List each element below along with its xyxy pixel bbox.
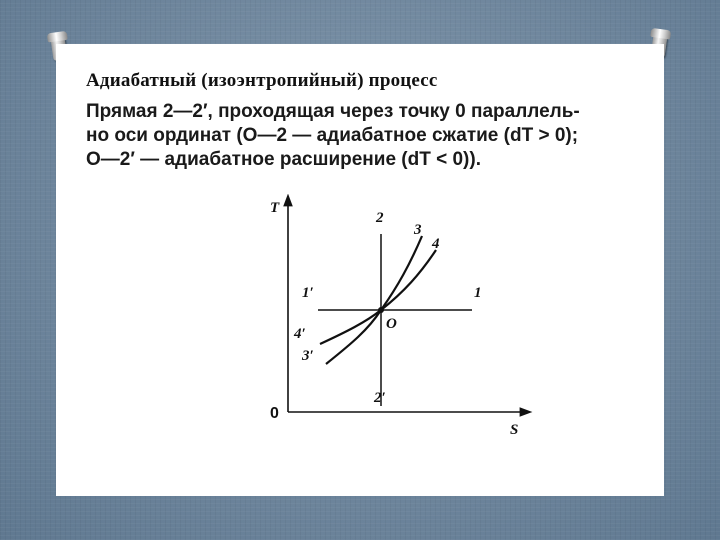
paragraph-line-2: но оси ординат (O—2 — адиабатное сжатие (dT > 0); <box>86 125 579 146</box>
curve-4-4prime <box>320 250 436 344</box>
text-block <box>86 70 656 172</box>
label-3: 3 <box>414 222 422 238</box>
paragraph-line-3: O—2′ — адиабатное расширение (dT < 0)). <box>86 149 481 170</box>
label-1prime-visible: 1′ <box>302 285 314 301</box>
slide-card <box>56 44 664 496</box>
origin-label: 0 <box>270 405 279 422</box>
label-4: 4 <box>432 236 440 252</box>
ts-diagram <box>256 194 536 444</box>
description-paragraph <box>86 100 656 172</box>
label-3prime: 3′ <box>302 348 314 364</box>
paragraph-line-1: Прямая 2—2′, проходящая через точку 0 параллель- <box>86 101 580 122</box>
label-2: 2 <box>376 210 384 226</box>
axis-x-label: S <box>510 422 519 438</box>
label-2prime: 2′ <box>374 390 386 406</box>
curve-3-3prime <box>326 236 422 364</box>
label-o: O <box>386 316 397 332</box>
axis-y-label: T <box>270 200 280 216</box>
label-4prime: 4′ <box>294 326 306 342</box>
point-o <box>378 307 384 313</box>
label-1: 1 <box>474 285 482 301</box>
slide-heading: Адиабатный (изоэнтропийный) процесс <box>86 70 438 91</box>
